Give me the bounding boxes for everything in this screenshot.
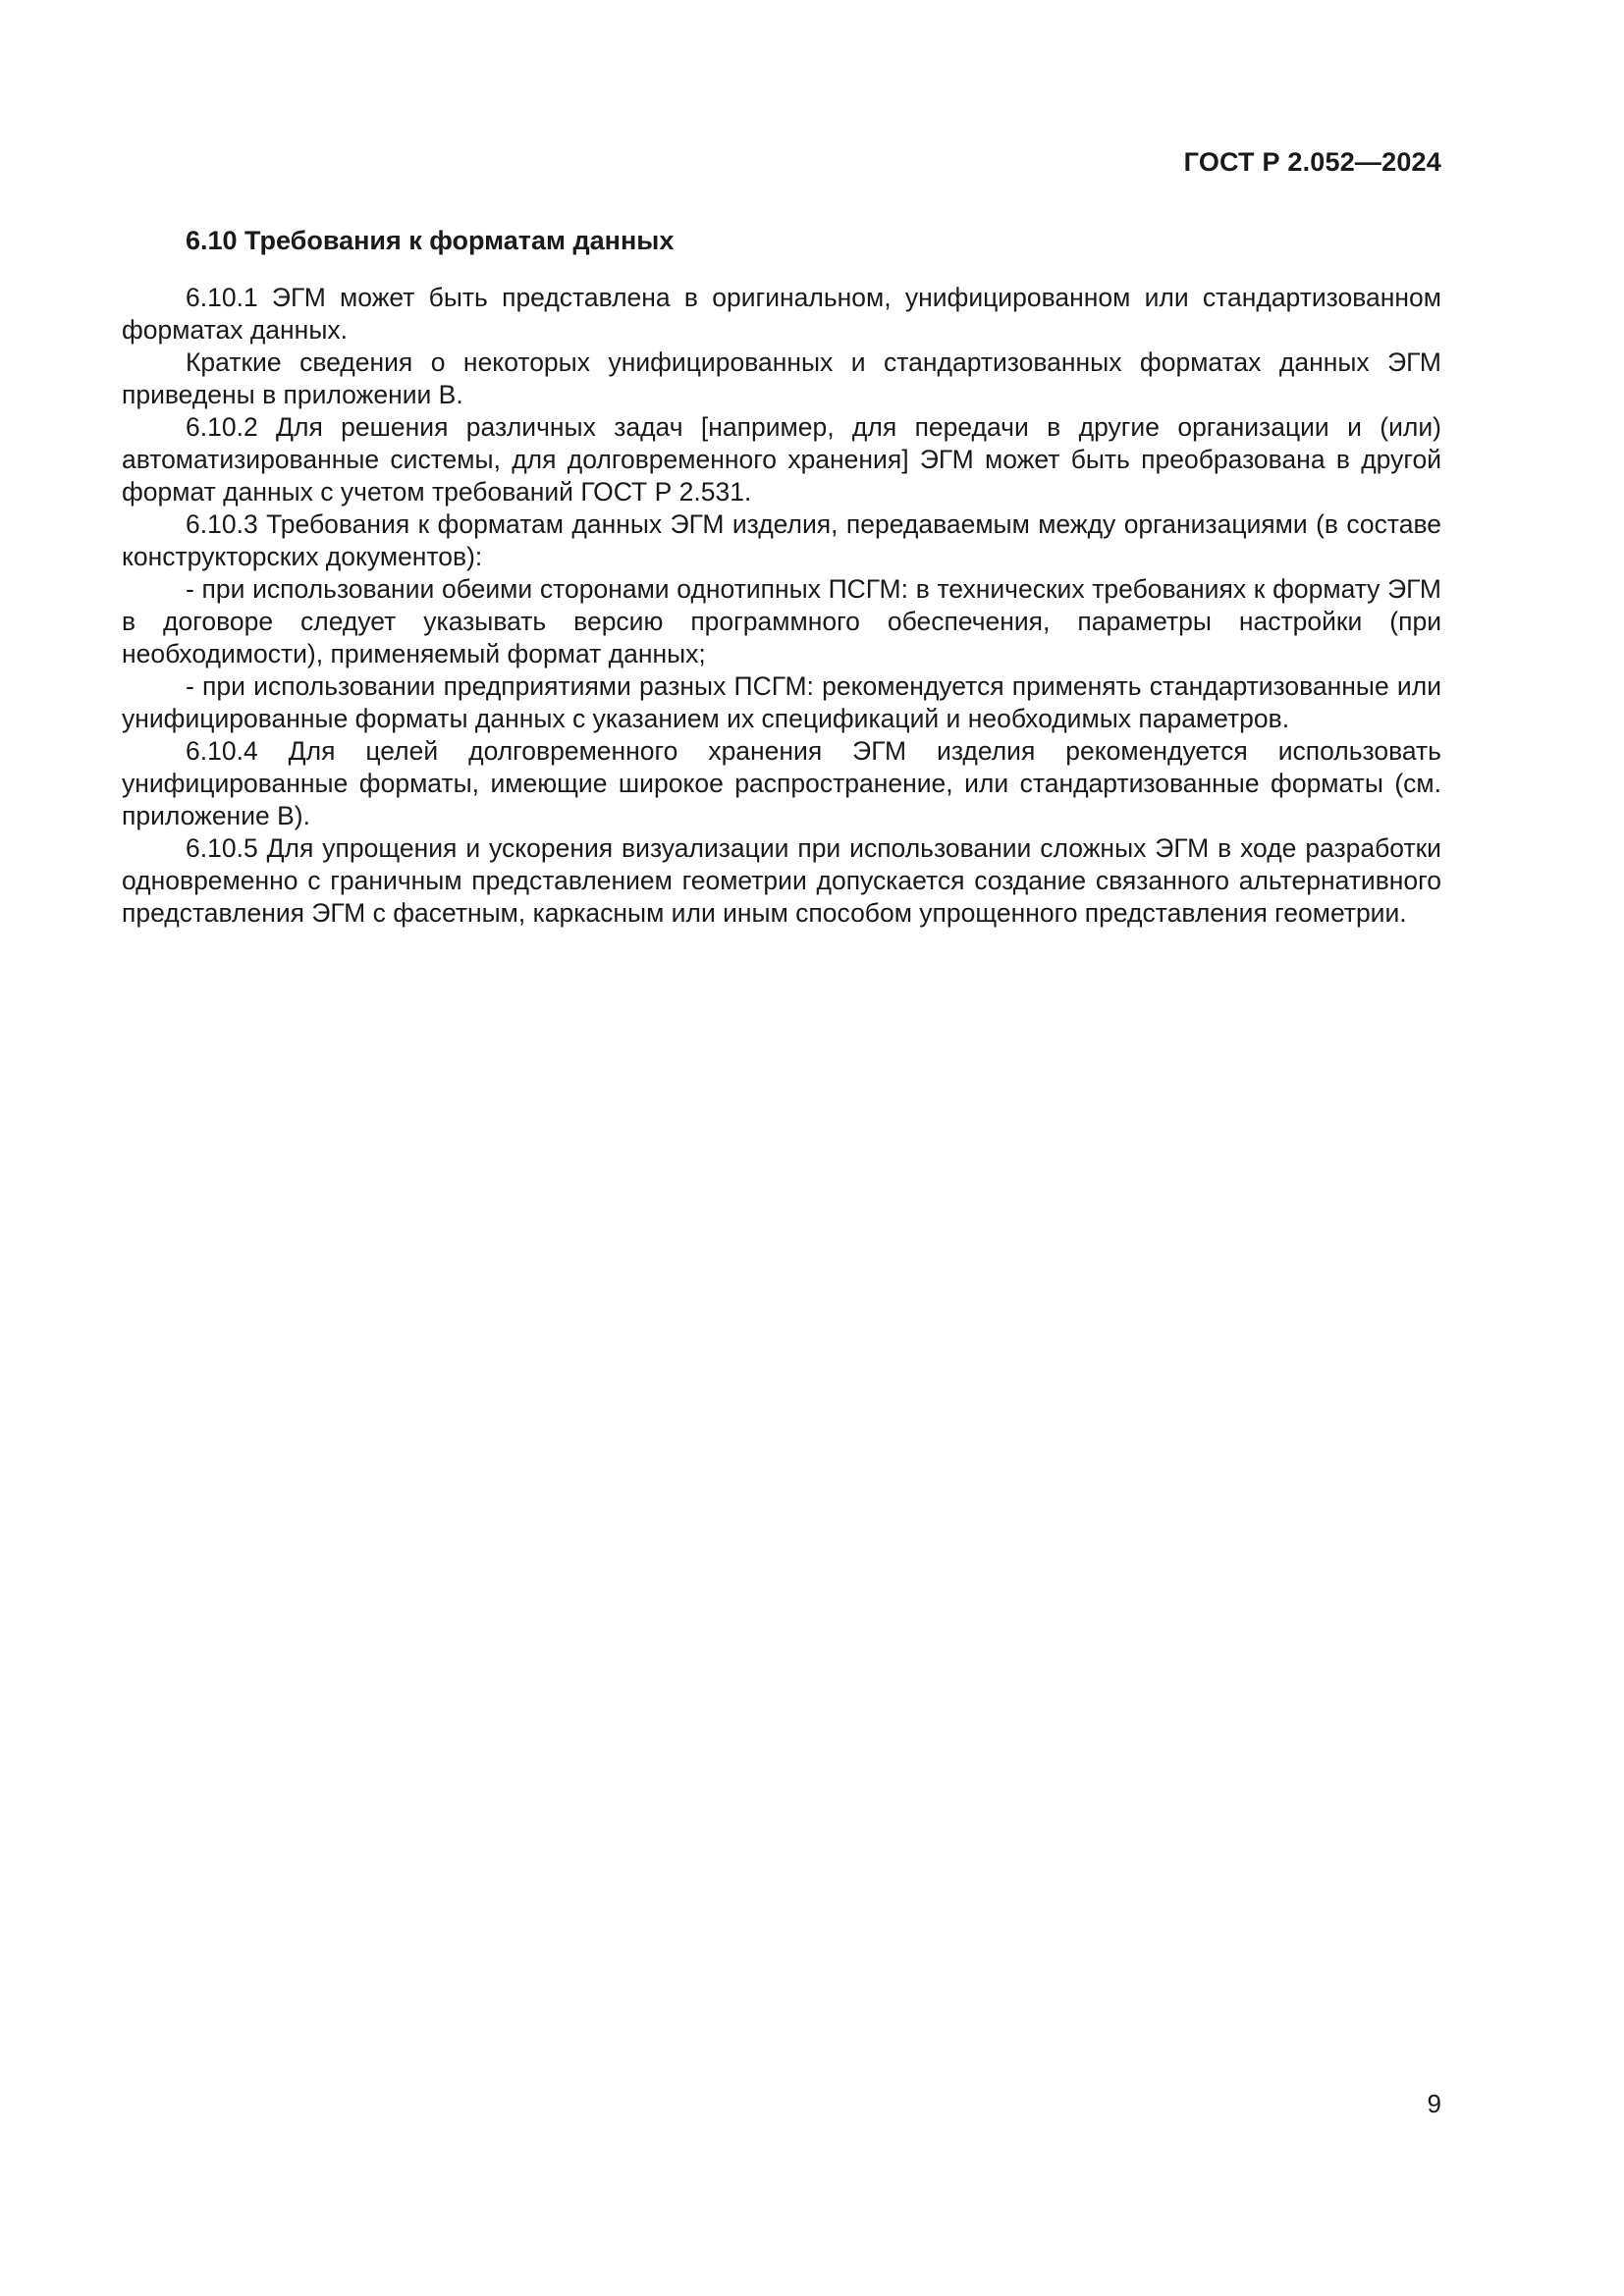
- paragraph-6-10-2: 6.10.2 Для решения различных задач [например, для передачи в другие организации и (или) автоматизированные системы, для долговременного хранения] ЭГМ может быть преобразована в другой формат данных с учетом требований ГОСТ Р 2.531.: [122, 412, 1441, 507]
- paragraph-6-10-3: 6.10.3 Требования к форматам данных ЭГМ изделия, передаваемым между организациями (в составе конструкторских документов):: [122, 509, 1441, 571]
- paragraph-6-10-4: 6.10.4 Для целей долговременного хранения ЭГМ изделия рекомендуется использовать унифицированные форматы, имеющие широкое распространение, или стандартизованные форматы (см. приложение В).: [122, 736, 1441, 830]
- list-item-same-psgm: - при использовании обеими сторонами однотипных ПСГМ: в технических требованиях к формату ЭГМ в договоре следует указывать версию программного обеспечения, параметры настройки (при необходимости), применяемый формат данных;: [122, 574, 1441, 668]
- section-content: [122, 221, 1441, 930]
- section-title: 6.10 Требования к форматам данных: [186, 226, 675, 255]
- list-item-different-psgm: - при использовании предприятиями разных ПСГМ: рекомендуется применять стандартизованные или унифицированные форматы данных с указанием их спецификаций и необходимых параметров.: [122, 671, 1441, 733]
- paragraph-6-10-1: 6.10.1 ЭГМ может быть представлена в оригинальном, унифицированном или стандартизованном форматах данных.: [122, 283, 1441, 345]
- document-code-header: ГОСТ Р 2.052—2024: [1183, 147, 1441, 177]
- paragraph-6-10-5: 6.10.5 Для упрощения и ускорения визуализации при использовании сложных ЭГМ в ходе разработки одновременно с граничным представлением геометрии допускается создание связанного альтернативного представления ЭГМ с фасетным, каркасным или иным способом упрощенного представления геометрии.: [122, 833, 1441, 928]
- page-number: 9: [1427, 2089, 1441, 2118]
- paragraph-appendix-reference: Краткие сведения о некоторых унифицированных и стандартизованных форматах данных ЭГМ приведены в приложении В.: [122, 347, 1441, 409]
